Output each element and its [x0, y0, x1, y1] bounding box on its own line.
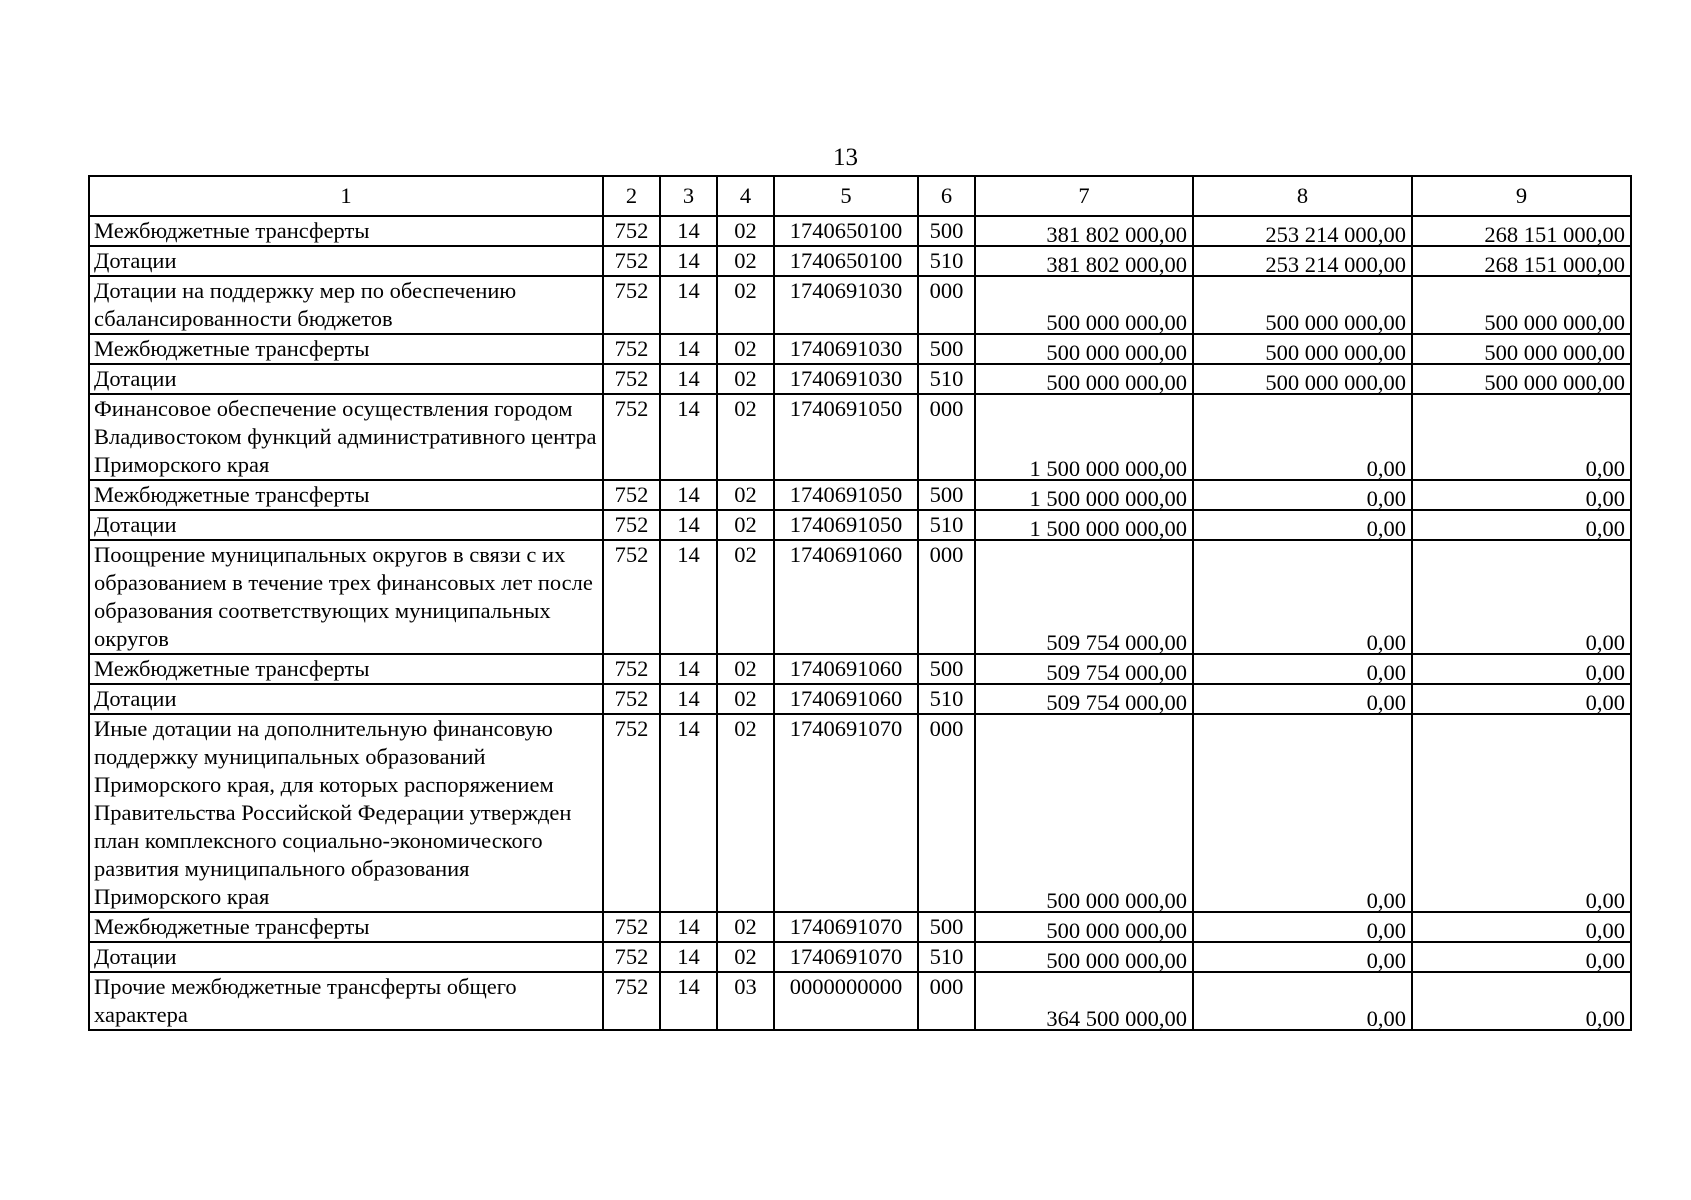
row-amount-cell	[1193, 246, 1412, 276]
header-cell: 4	[717, 176, 774, 216]
row-name-cell: Дотации	[89, 510, 603, 540]
row-code-cell: 03	[717, 972, 774, 1030]
amount-value: 500 000 000,00	[1046, 948, 1187, 973]
amount-value: 0,00	[1585, 660, 1625, 685]
row-code-cell: 000	[918, 714, 975, 912]
page-number: 13	[833, 144, 858, 171]
amount-value: 500 000 000,00	[1265, 370, 1406, 395]
row-amount-cell	[1193, 334, 1412, 364]
row-code-cell: 752	[603, 714, 660, 912]
row-code-cell: 752	[603, 912, 660, 942]
row-name-cell: Межбюджетные трансферты	[89, 654, 603, 684]
row-code-cell: 752	[603, 246, 660, 276]
row-amount-cell	[1412, 654, 1631, 684]
table-row	[89, 540, 1631, 654]
amount-value: 500 000 000,00	[1046, 310, 1187, 335]
row-code-cell: 500	[918, 216, 975, 246]
row-amount-cell	[1193, 714, 1412, 912]
amount-value: 509 754 000,00	[1046, 630, 1187, 655]
row-code-cell: 752	[603, 216, 660, 246]
amount-value: 268 151 000,00	[1484, 222, 1625, 247]
row-amount-cell	[975, 654, 1193, 684]
table-row	[89, 394, 1631, 480]
amount-value: 0,00	[1585, 516, 1625, 541]
row-amount-cell	[1412, 714, 1631, 912]
row-amount-cell	[1412, 684, 1631, 714]
row-code-cell: 500	[918, 654, 975, 684]
table-row	[89, 276, 1631, 334]
row-code-cell: 02	[717, 480, 774, 510]
row-code-cell: 02	[717, 684, 774, 714]
row-code-cell: 510	[918, 684, 975, 714]
header-cell: 3	[660, 176, 717, 216]
row-code-cell: 02	[717, 276, 774, 334]
amount-value: 0,00	[1366, 1006, 1406, 1031]
amount-value: 509 754 000,00	[1046, 690, 1187, 715]
row-amount-cell	[1193, 394, 1412, 480]
amount-value: 1 500 000 000,00	[1029, 486, 1187, 511]
row-code-cell: 500	[918, 480, 975, 510]
row-code-cell: 752	[603, 942, 660, 972]
row-code-cell: 1740691030	[774, 276, 918, 334]
table-row	[89, 480, 1631, 510]
row-code-cell: 02	[717, 714, 774, 912]
row-code-cell: 1740691050	[774, 394, 918, 480]
row-amount-cell	[975, 276, 1193, 334]
row-amount-cell	[1193, 654, 1412, 684]
row-name-cell: Дотации на поддержку мер по обеспечению сбалансированности бюджетов	[89, 276, 603, 334]
row-code-cell: 02	[717, 510, 774, 540]
row-code-cell: 1740691030	[774, 334, 918, 364]
row-code-cell: 752	[603, 364, 660, 394]
row-code-cell: 02	[717, 540, 774, 654]
amount-value: 0,00	[1585, 630, 1625, 655]
row-code-cell: 02	[717, 654, 774, 684]
row-amount-cell	[975, 684, 1193, 714]
row-amount-cell	[975, 334, 1193, 364]
amount-value: 0,00	[1366, 456, 1406, 481]
row-code-cell: 14	[660, 364, 717, 394]
header-cell: 8	[1193, 176, 1412, 216]
row-code-cell: 14	[660, 216, 717, 246]
row-amount-cell	[1412, 394, 1631, 480]
row-code-cell: 500	[918, 334, 975, 364]
table-row	[89, 334, 1631, 364]
row-name-cell: Дотации	[89, 684, 603, 714]
row-code-cell: 02	[717, 246, 774, 276]
table-row	[89, 654, 1631, 684]
row-amount-cell	[975, 510, 1193, 540]
row-code-cell: 14	[660, 540, 717, 654]
row-code-cell: 1740691060	[774, 540, 918, 654]
amount-value: 0,00	[1585, 948, 1625, 973]
row-name-cell: Межбюджетные трансферты	[89, 912, 603, 942]
row-code-cell: 000	[918, 276, 975, 334]
amount-value: 1 500 000 000,00	[1029, 516, 1187, 541]
row-amount-cell	[1193, 972, 1412, 1030]
row-code-cell: 1740650100	[774, 216, 918, 246]
row-amount-cell	[1412, 480, 1631, 510]
amount-value: 500 000 000,00	[1484, 340, 1625, 365]
amount-value: 0,00	[1366, 630, 1406, 655]
table-header-row	[89, 176, 1631, 216]
row-amount-cell	[1193, 912, 1412, 942]
row-code-cell: 500	[918, 912, 975, 942]
row-amount-cell	[1193, 276, 1412, 334]
row-name-cell: Прочие межбюджетные трансферты общего характера	[89, 972, 603, 1030]
row-code-cell: 1740691050	[774, 510, 918, 540]
row-code-cell: 02	[717, 364, 774, 394]
amount-value: 381 802 000,00	[1046, 222, 1187, 247]
amount-value: 500 000 000,00	[1046, 370, 1187, 395]
header-cell: 9	[1412, 176, 1631, 216]
amount-value: 268 151 000,00	[1484, 252, 1625, 277]
row-code-cell: 14	[660, 480, 717, 510]
row-amount-cell	[1412, 334, 1631, 364]
table-row	[89, 942, 1631, 972]
row-code-cell: 0000000000	[774, 972, 918, 1030]
row-amount-cell	[975, 480, 1193, 510]
amount-value: 0,00	[1366, 888, 1406, 913]
row-code-cell: 1740691060	[774, 654, 918, 684]
row-code-cell: 14	[660, 714, 717, 912]
row-code-cell: 752	[603, 684, 660, 714]
row-amount-cell	[1412, 912, 1631, 942]
amount-value: 0,00	[1366, 918, 1406, 943]
row-amount-cell	[975, 942, 1193, 972]
row-code-cell: 752	[603, 972, 660, 1030]
row-amount-cell	[975, 216, 1193, 246]
row-code-cell: 510	[918, 510, 975, 540]
amount-value: 500 000 000,00	[1046, 918, 1187, 943]
row-name-cell: Межбюджетные трансферты	[89, 216, 603, 246]
amount-value: 253 214 000,00	[1265, 222, 1406, 247]
header-cell: 7	[975, 176, 1193, 216]
row-amount-cell	[975, 540, 1193, 654]
amount-value: 500 000 000,00	[1265, 310, 1406, 335]
row-amount-cell	[1193, 510, 1412, 540]
row-code-cell: 510	[918, 364, 975, 394]
row-code-cell: 000	[918, 972, 975, 1030]
row-code-cell: 1740691060	[774, 684, 918, 714]
row-name-cell: Финансовое обеспечение осуществления городом Владивостоком функций административного центра Приморского края	[89, 394, 603, 480]
row-amount-cell	[1412, 246, 1631, 276]
table-row	[89, 972, 1631, 1030]
row-amount-cell	[975, 912, 1193, 942]
amount-value: 0,00	[1366, 516, 1406, 541]
row-amount-cell	[1412, 276, 1631, 334]
row-code-cell: 14	[660, 942, 717, 972]
amount-value: 0,00	[1585, 456, 1625, 481]
row-name-cell: Дотации	[89, 942, 603, 972]
row-amount-cell	[975, 714, 1193, 912]
row-code-cell: 752	[603, 510, 660, 540]
row-code-cell: 02	[717, 334, 774, 364]
amount-value: 509 754 000,00	[1046, 660, 1187, 685]
row-code-cell: 14	[660, 684, 717, 714]
amount-value: 0,00	[1585, 1006, 1625, 1031]
row-amount-cell	[975, 972, 1193, 1030]
row-code-cell: 1740691070	[774, 912, 918, 942]
amount-value: 1 500 000 000,00	[1029, 456, 1187, 481]
row-amount-cell	[1412, 942, 1631, 972]
row-code-cell: 510	[918, 246, 975, 276]
row-amount-cell	[1193, 480, 1412, 510]
row-code-cell: 752	[603, 654, 660, 684]
amount-value: 253 214 000,00	[1265, 252, 1406, 277]
amount-value: 381 802 000,00	[1046, 252, 1187, 277]
row-amount-cell	[1193, 684, 1412, 714]
table-row	[89, 246, 1631, 276]
row-code-cell: 02	[717, 942, 774, 972]
row-code-cell: 752	[603, 480, 660, 510]
row-name-cell: Межбюджетные трансферты	[89, 334, 603, 364]
amount-value: 0,00	[1585, 888, 1625, 913]
budget-table	[88, 175, 1632, 1031]
row-name-cell: Поощрение муниципальных округов в связи с их образованием в течение трех финансовых лет после образования соответствующих муниципальных округов	[89, 540, 603, 654]
row-code-cell: 14	[660, 394, 717, 480]
row-code-cell: 1740691050	[774, 480, 918, 510]
row-code-cell: 752	[603, 276, 660, 334]
row-code-cell: 14	[660, 334, 717, 364]
header-cell: 2	[603, 176, 660, 216]
table-body	[89, 176, 1631, 1030]
amount-value: 364 500 000,00	[1046, 1006, 1187, 1031]
amount-value: 0,00	[1366, 948, 1406, 973]
row-amount-cell	[1193, 364, 1412, 394]
row-name-cell: Дотации	[89, 246, 603, 276]
amount-value: 0,00	[1366, 690, 1406, 715]
table-row	[89, 714, 1631, 912]
amount-value: 500 000 000,00	[1484, 370, 1625, 395]
row-code-cell: 1740691070	[774, 714, 918, 912]
row-code-cell: 14	[660, 246, 717, 276]
row-amount-cell	[1412, 510, 1631, 540]
row-code-cell: 1740691030	[774, 364, 918, 394]
amount-value: 500 000 000,00	[1265, 340, 1406, 365]
row-code-cell: 02	[717, 216, 774, 246]
table-row	[89, 216, 1631, 246]
row-amount-cell	[1193, 216, 1412, 246]
row-code-cell: 14	[660, 972, 717, 1030]
row-amount-cell	[1412, 540, 1631, 654]
row-amount-cell	[975, 394, 1193, 480]
row-code-cell: 752	[603, 394, 660, 480]
row-code-cell: 02	[717, 912, 774, 942]
row-code-cell: 752	[603, 334, 660, 364]
amount-value: 500 000 000,00	[1046, 888, 1187, 913]
row-amount-cell	[1412, 216, 1631, 246]
header-cell: 5	[774, 176, 918, 216]
row-name-cell: Дотации	[89, 364, 603, 394]
row-code-cell: 752	[603, 540, 660, 654]
amount-value: 0,00	[1366, 486, 1406, 511]
table-row	[89, 364, 1631, 394]
row-code-cell: 14	[660, 510, 717, 540]
row-name-cell: Иные дотации на дополнительную финансовую поддержку муниципальных образований Приморского края, для которых распоряжением Правительства Российской Федерации утвержден план комплексного социально-экономического развития муниципального образования Приморского края	[89, 714, 603, 912]
table-row	[89, 510, 1631, 540]
header-cell: 6	[918, 176, 975, 216]
amount-value: 500 000 000,00	[1484, 310, 1625, 335]
row-amount-cell	[1412, 972, 1631, 1030]
row-code-cell: 14	[660, 276, 717, 334]
row-code-cell: 1740650100	[774, 246, 918, 276]
amount-value: 0,00	[1366, 660, 1406, 685]
amount-value: 0,00	[1585, 690, 1625, 715]
row-amount-cell	[1193, 942, 1412, 972]
row-code-cell: 510	[918, 942, 975, 972]
table-row	[89, 684, 1631, 714]
header-cell: 1	[89, 176, 603, 216]
row-amount-cell	[975, 246, 1193, 276]
amount-value: 500 000 000,00	[1046, 340, 1187, 365]
row-code-cell: 000	[918, 540, 975, 654]
amount-value: 0,00	[1585, 918, 1625, 943]
amount-value: 0,00	[1585, 486, 1625, 511]
row-code-cell: 1740691070	[774, 942, 918, 972]
row-code-cell: 02	[717, 394, 774, 480]
row-name-cell: Межбюджетные трансферты	[89, 480, 603, 510]
row-code-cell: 000	[918, 394, 975, 480]
row-code-cell: 14	[660, 912, 717, 942]
row-code-cell: 14	[660, 654, 717, 684]
table-row	[89, 912, 1631, 942]
row-amount-cell	[1193, 540, 1412, 654]
row-amount-cell	[975, 364, 1193, 394]
row-amount-cell	[1412, 364, 1631, 394]
